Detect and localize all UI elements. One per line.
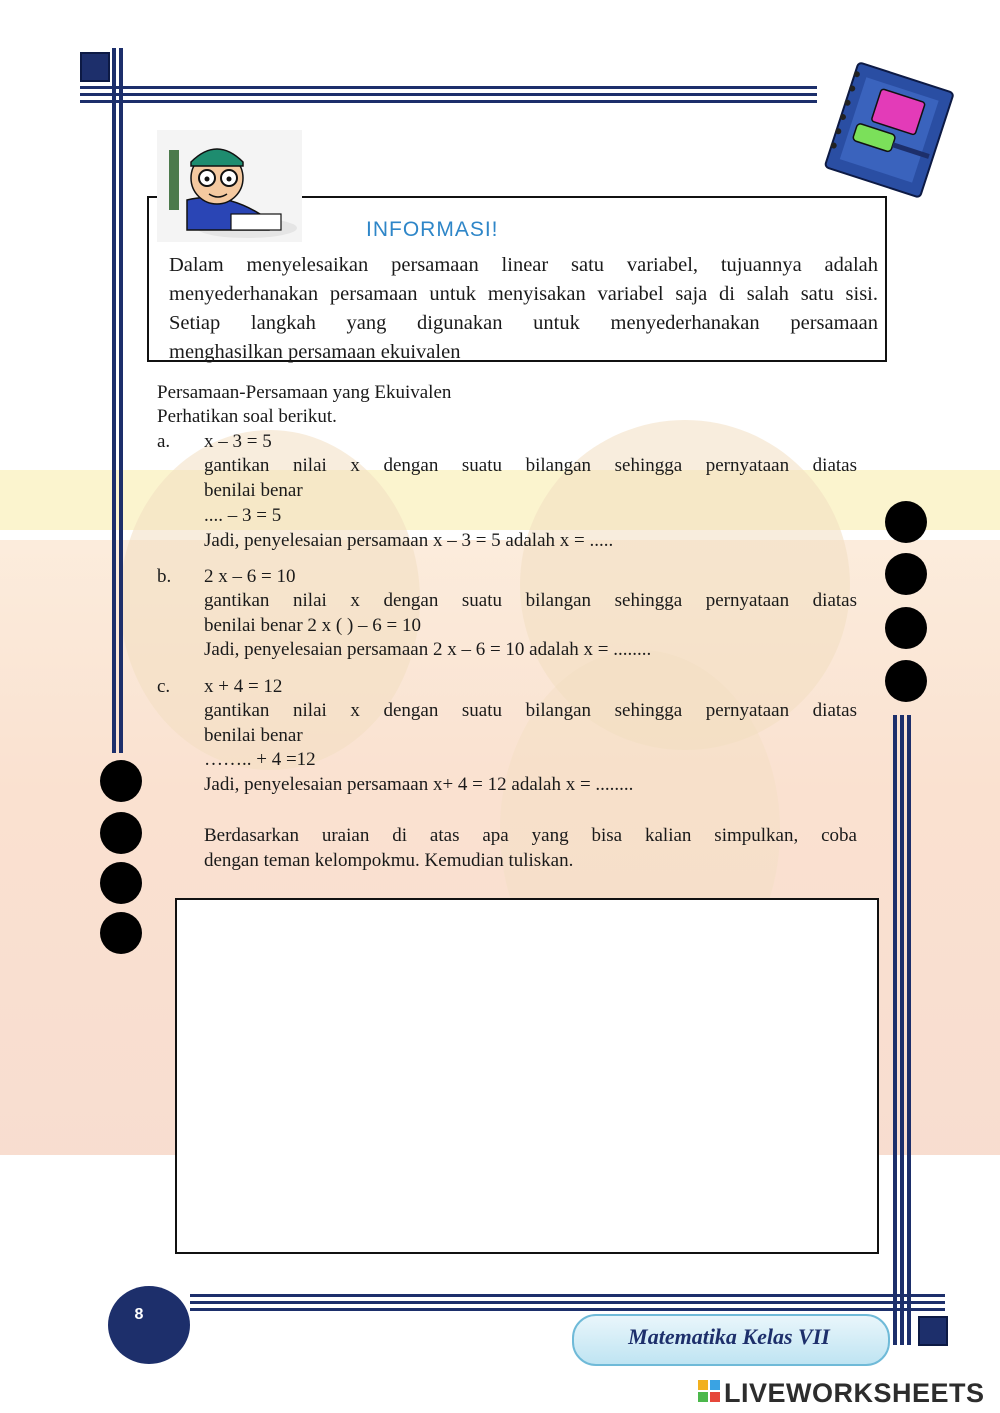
frame-top-line (80, 93, 817, 96)
instruction-a (204, 454, 857, 503)
instruction-b (204, 589, 857, 638)
info-line: menyederhanakan persamaan untuk menyisakan variabel saja di salah satu sisi. (169, 283, 878, 305)
frame-corner-square (80, 52, 110, 82)
frame-bottom-line (190, 1294, 945, 1297)
binder-hole (885, 660, 927, 702)
frame-right-line (907, 715, 911, 1345)
binder-hole (885, 501, 927, 543)
instruction-line[interactable]: benilai benar 2 x ( ) – 6 = 10 (204, 614, 422, 636)
equation-c: x + 4 = 12 (204, 676, 283, 697)
info-title: INFORMASI! (366, 218, 499, 241)
frame-bottom-line (190, 1301, 945, 1304)
binder-hole (100, 862, 142, 904)
liveworksheets-logo-icon (698, 1380, 720, 1402)
page-number-badge (108, 1286, 190, 1364)
liveworksheets-brand: LIVEWORKSHEETS (724, 1378, 985, 1408)
equation-a: x – 3 = 5 (204, 431, 272, 452)
conclusion-line: dengan teman kelompokmu. Kemudian tuliskan. (204, 849, 574, 871)
instruction-line: benilai benar (204, 479, 303, 501)
info-line: Setiap langkah yang digunakan untuk menyederhanakan persamaan (169, 312, 878, 334)
info-line: menghasilkan persamaan ekuivalen (169, 341, 461, 363)
frame-corner-square (918, 1316, 948, 1346)
binder-hole (885, 607, 927, 649)
page-number: 8 (134, 1306, 144, 1323)
binder-hole (100, 760, 142, 802)
item-label-c: c. (157, 676, 171, 697)
subject-title: Matematika Kelas VII (628, 1324, 830, 1349)
item-label-b: b. (157, 566, 172, 587)
info-paragraph (169, 251, 878, 367)
frame-right-line (900, 715, 904, 1345)
frame-right-line (893, 715, 897, 1345)
fill-in-c[interactable]: …….. + 4 =12 (204, 749, 316, 770)
item-label-a: a. (157, 431, 171, 452)
conclusion-answer-box[interactable] (175, 898, 879, 1254)
frame-left-line (119, 48, 123, 753)
frame-bottom-line (190, 1308, 945, 1311)
binder-hole (100, 812, 142, 854)
conclusion-prompt (204, 824, 857, 873)
instruction-line: gantikan nilai x dengan suatu bilangan sehingga pernyataan diatas (204, 700, 857, 721)
answer-line-c[interactable]: Jadi, penyelesaian persamaan x+ 4 = 12 adalah x = ........ (204, 774, 634, 795)
answer-line-b[interactable]: Jadi, penyelesaian persamaan 2 x – 6 = 10 adalah x = ........ (204, 639, 652, 660)
notebook-illustration (818, 58, 968, 198)
frame-left-line (112, 48, 116, 753)
info-line: Dalam menyelesaikan persamaan linear satu variabel, tujuannya adalah (169, 254, 878, 276)
fill-in-a[interactable]: .... – 3 = 5 (204, 505, 282, 526)
binder-hole (885, 553, 927, 595)
frame-top-line (80, 100, 817, 103)
instruction-line: gantikan nilai x dengan suatu bilangan sehingga pernyataan diatas (204, 590, 857, 611)
instruction-line: benilai benar (204, 724, 303, 746)
frame-top-line (80, 86, 817, 89)
conclusion-line: Berdasarkan uraian di atas apa yang bisa kalian simpulkan, coba (204, 825, 857, 846)
binder-hole (100, 912, 142, 954)
instruction-c (204, 699, 857, 748)
section-heading: Persamaan-Persamaan yang Ekuivalen (157, 382, 452, 403)
boy-reading-illustration (157, 130, 302, 242)
equation-b: 2 x – 6 = 10 (204, 566, 296, 587)
instruction-line: gantikan nilai x dengan suatu bilangan sehingga pernyataan diatas (204, 455, 857, 476)
intro-text: Perhatikan soal berikut. (157, 406, 337, 427)
answer-line-a[interactable]: Jadi, penyelesaian persamaan x – 3 = 5 adalah x = ..... (204, 530, 614, 551)
